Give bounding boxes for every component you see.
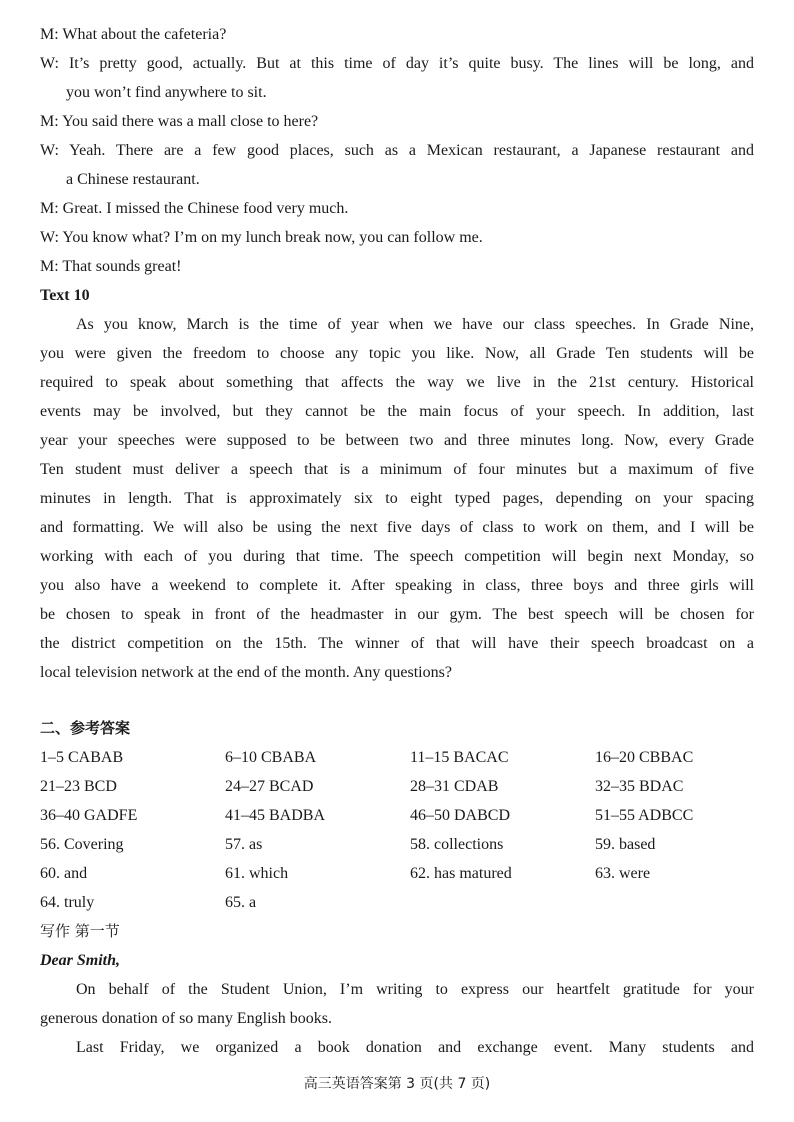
answer-cell: 24–27 BCAD	[225, 778, 314, 795]
answers-table	[40, 743, 754, 917]
answer-cell: 28–31 CDAB	[410, 778, 499, 795]
answer-cell: 16–20 CBBAC	[595, 749, 694, 766]
answers-heading: 二、参考答案	[40, 719, 131, 737]
answer-cell: 60. and	[40, 865, 88, 882]
speaker-label: W:	[40, 142, 59, 159]
speaker-label: M:	[40, 113, 59, 130]
paragraph-line: you also have a weekend to complete it. After speaking in class, three boys and three girls will	[40, 577, 754, 594]
dialog-line	[40, 136, 754, 165]
paragraph-line: Ten student must deliver a speech that is a minimum of four minutes but a maximum of five	[40, 461, 754, 478]
dialog-continuation: a Chinese restaurant.	[66, 171, 200, 188]
answer-cell: 46–50 DABCD	[410, 807, 511, 824]
dialog-text: It’s pretty good, actually. But at this time of day it’s quite busy. The lines will be long, and	[68, 55, 754, 72]
speaker-label: W:	[40, 229, 59, 246]
writing-heading: 写作 第一节	[40, 922, 120, 940]
dialog-line	[40, 223, 754, 252]
letter-line: On behalf of the Student Union, I’m writing to express our heartfelt gratitude for your	[76, 981, 754, 998]
letter-salutation: Dear Smith,	[40, 952, 121, 969]
dialog-text: You said there was a mall close to here?	[62, 113, 319, 130]
dialog-text: Yeah. There are a few good places, such as a Mexican restaurant, a Japanese restaurant and	[69, 142, 754, 159]
answer-cell: 36–40 GADFE	[40, 807, 138, 824]
paragraph-line: required to speak about something that affects the way we live in the 21st century. Historical	[40, 374, 754, 391]
answer-cell: 11–15 BACAC	[410, 749, 509, 766]
paragraph-line: events may be involved, but they cannot be the main focus of your speech. In addition, last	[40, 403, 754, 420]
paragraph-line: and formatting. We will also be using the next five days of class to work on them, and I will be	[40, 519, 754, 536]
text10-heading: Text 10	[40, 287, 90, 304]
speaker-label: M:	[40, 26, 59, 43]
dialog-text: Great. I missed the Chinese food very much.	[62, 200, 349, 217]
paragraph-line: working with each of you during that time. The speech competition will begin next Monday, so	[40, 548, 754, 565]
answer-cell: 59. based	[595, 836, 656, 853]
answer-cell: 41–45 BADBA	[225, 807, 326, 824]
speaker-label: M:	[40, 200, 59, 217]
dialog-line	[40, 252, 754, 281]
dialog-text: That sounds great!	[62, 258, 182, 275]
answer-cell: 61. which	[225, 865, 289, 882]
paragraph-line: As you know, March is the time of year when we have our class speeches. In Grade Nine,	[76, 316, 754, 333]
answer-cell: 62. has matured	[410, 865, 512, 882]
answer-cell: 58. collections	[410, 836, 504, 853]
dialog-text: What about the cafeteria?	[62, 26, 227, 43]
paragraph-line: local television network at the end of the month. Any questions?	[40, 664, 452, 681]
dialog-text: You know what? I’m on my lunch break now, you can follow me.	[62, 229, 483, 246]
paragraph-line: the district competition on the 15th. The winner of that will have their speech broadcast on a	[40, 635, 754, 652]
answer-cell: 63. were	[595, 865, 651, 882]
paragraph-line: you were given the freedom to choose any topic you like. Now, all Grade Ten students will be	[40, 345, 754, 362]
speaker-label: M:	[40, 258, 59, 275]
answer-cell: 32–35 BDAC	[595, 778, 684, 795]
answer-cell: 51–55 ADBCC	[595, 807, 694, 824]
dialog-line	[40, 49, 754, 78]
answer-cell: 64. truly	[40, 894, 95, 911]
answer-cell: 56. Covering	[40, 836, 124, 853]
dialog-line	[40, 20, 754, 49]
paragraph-line: be chosen to speak in front of the headmaster in our gym. The best speech will be chosen for	[40, 606, 754, 623]
page-footer: 高三英语答案第 3 页(共 7 页)	[303, 1076, 491, 1092]
dialog-line	[40, 194, 754, 223]
answer-cell: 57. as	[225, 836, 263, 853]
answer-cell: 65. a	[225, 894, 257, 911]
paragraph-line: minutes in length. That is approximately six to eight typed pages, depending on your spacing	[40, 490, 754, 507]
letter-line: Last Friday, we organized a book donation and exchange event. Many students and	[76, 1039, 754, 1056]
speaker-label: W:	[40, 55, 59, 72]
answer-cell: 6–10 CBABA	[225, 749, 317, 766]
answer-cell: 21–23 BCD	[40, 778, 117, 795]
letter-line: generous donation of so many English books.	[40, 1010, 332, 1027]
dialog-line	[40, 107, 754, 136]
dialog-continuation: you won’t find anywhere to sit.	[66, 84, 267, 101]
answer-cell: 1–5 CABAB	[40, 749, 124, 766]
paragraph-line: year your speeches were supposed to be between two and three minutes long. Now, every Grade	[40, 432, 754, 449]
